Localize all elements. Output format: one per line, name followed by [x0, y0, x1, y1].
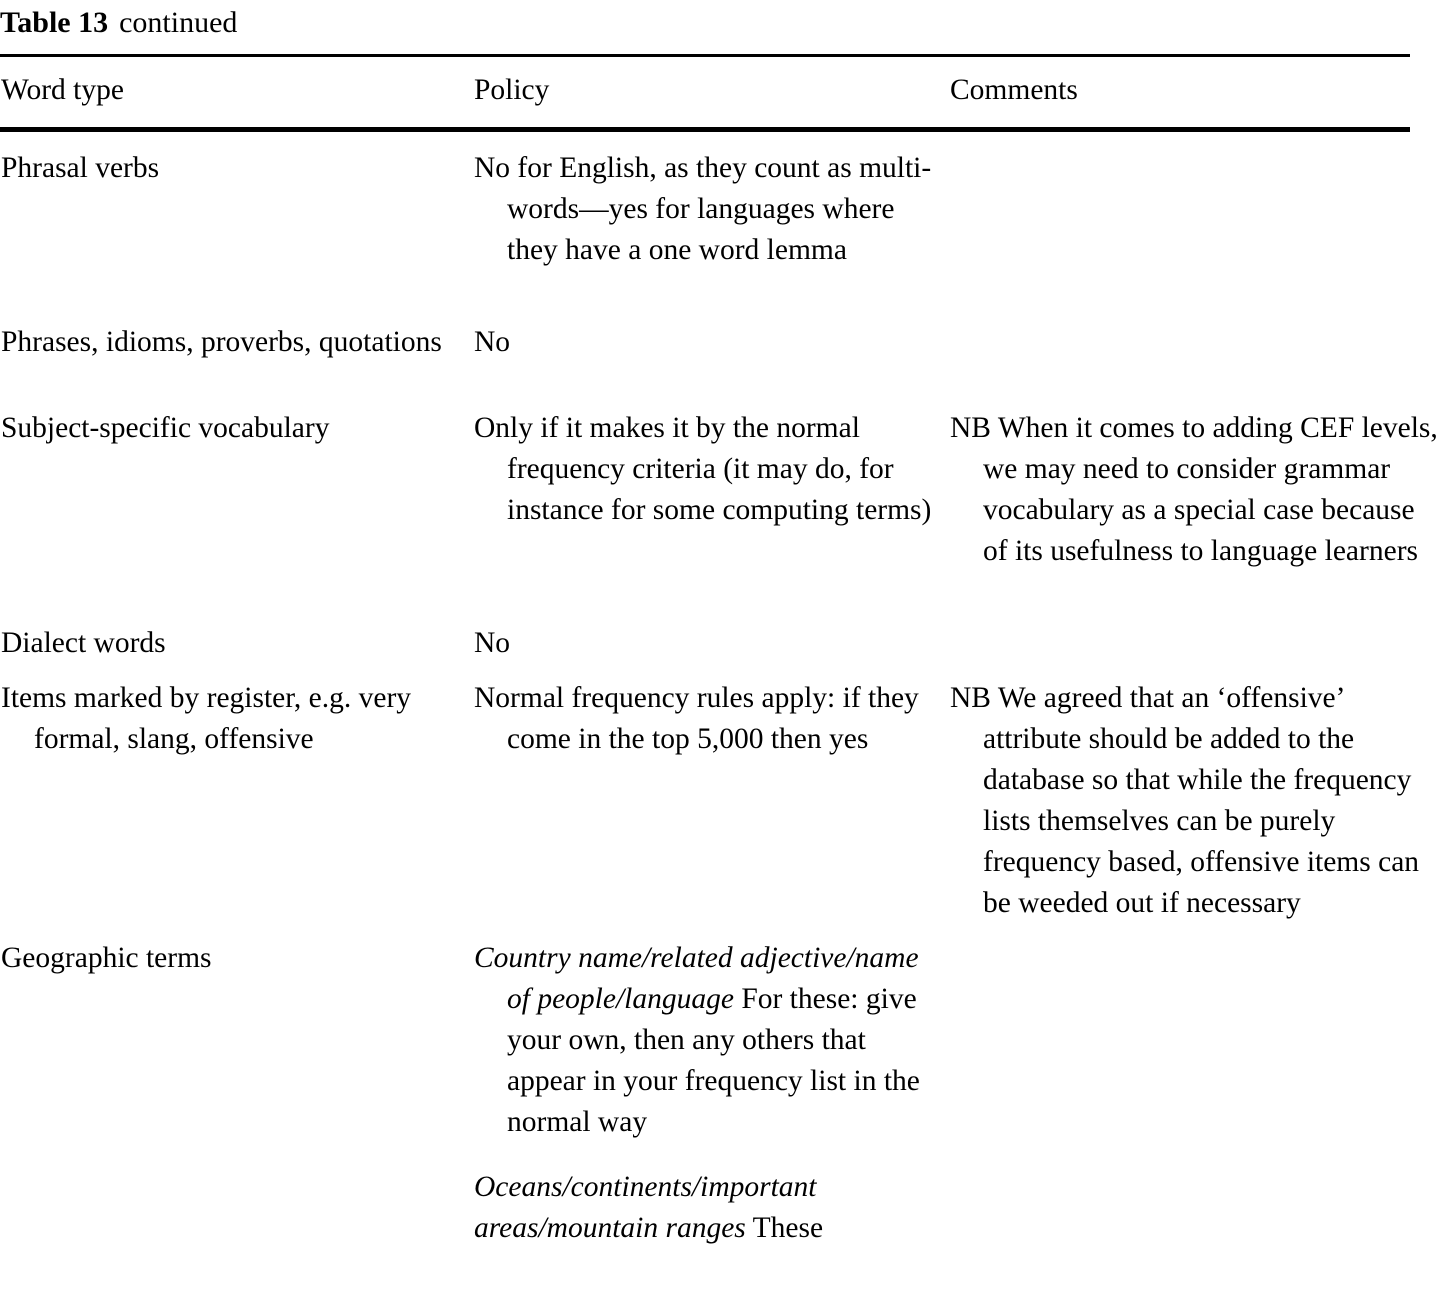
column-header-word-type: Word type	[1, 74, 124, 106]
cell-word-type	[1, 322, 456, 363]
cell-policy	[474, 408, 939, 531]
table-row	[0, 938, 1446, 1298]
comments-text: NB When it comes to adding CEF levels, we may need to consider grammar vocabulary as a special case because of its usefulness to language learners	[950, 412, 1438, 567]
table-rule-header	[0, 127, 1410, 132]
cell-word-type	[1, 623, 456, 664]
cell-word-type	[1, 678, 456, 760]
column-header-policy: Policy	[474, 74, 550, 106]
cell-policy	[474, 938, 939, 1249]
policy-paragraph-2-italic: Oceans/continents/important areas/mountain ranges	[474, 1171, 817, 1244]
word-type-text: Phrases, idioms, proverbs, quotations	[1, 326, 442, 358]
cell-word-type	[1, 408, 456, 449]
table-row	[0, 148, 1446, 322]
word-type-text: Dialect words	[1, 627, 166, 659]
table-body	[0, 148, 1446, 1298]
policy-paragraph-1-rest: For these: give your own, then any others that appear in your frequency list in the normal way	[507, 983, 920, 1138]
table-caption	[0, 4, 237, 42]
word-type-text: Phrasal verbs	[1, 152, 160, 184]
cell-word-type	[1, 148, 456, 189]
table-caption-label: Table 13	[0, 6, 109, 39]
cell-policy	[474, 623, 939, 664]
policy-text: Only if it makes it by the normal frequency criteria (it may do, for instance for some computing terms)	[474, 412, 932, 526]
policy-paragraph-2-rest: These	[745, 1212, 824, 1244]
table-row	[0, 623, 1446, 678]
cell-policy	[474, 678, 939, 760]
cell-policy	[474, 148, 939, 271]
policy-text: Normal frequency rules apply: if they come in the top 5,000 then yes	[474, 682, 919, 755]
table-row	[0, 408, 1446, 623]
policy-paragraph-1-italic: Country name/related adjective/name of people/language	[474, 942, 919, 1015]
word-type-text: Items marked by register, e.g. very formal, slang, offensive	[1, 682, 412, 755]
column-header-comments: Comments	[950, 74, 1078, 106]
cell-comments	[950, 408, 1446, 572]
cell-comments	[950, 678, 1446, 924]
table-caption-continued: continued	[119, 6, 238, 39]
table-rule-top	[0, 54, 1410, 57]
policy-paragraph-1	[474, 938, 939, 1143]
comments-text: NB We agreed that an ‘offensive’ attribute should be added to the database so that while the frequency lists themselves can be purely frequency based, offensive items can be weeded out if necessary	[950, 682, 1420, 919]
table-header-row	[0, 70, 1410, 120]
word-type-text: Subject-specific vocabulary	[1, 412, 330, 444]
policy-text: No	[474, 627, 511, 659]
policy-paragraph-2	[474, 1167, 939, 1249]
policy-text: No	[474, 326, 511, 358]
table-row	[0, 322, 1446, 408]
cell-word-type	[1, 938, 456, 979]
table-row	[0, 678, 1446, 938]
policy-text: No for English, as they count as multi-words—yes for languages where they have a one word lemma	[474, 152, 932, 266]
cell-policy	[474, 322, 939, 363]
word-type-text: Geographic terms	[1, 942, 212, 974]
